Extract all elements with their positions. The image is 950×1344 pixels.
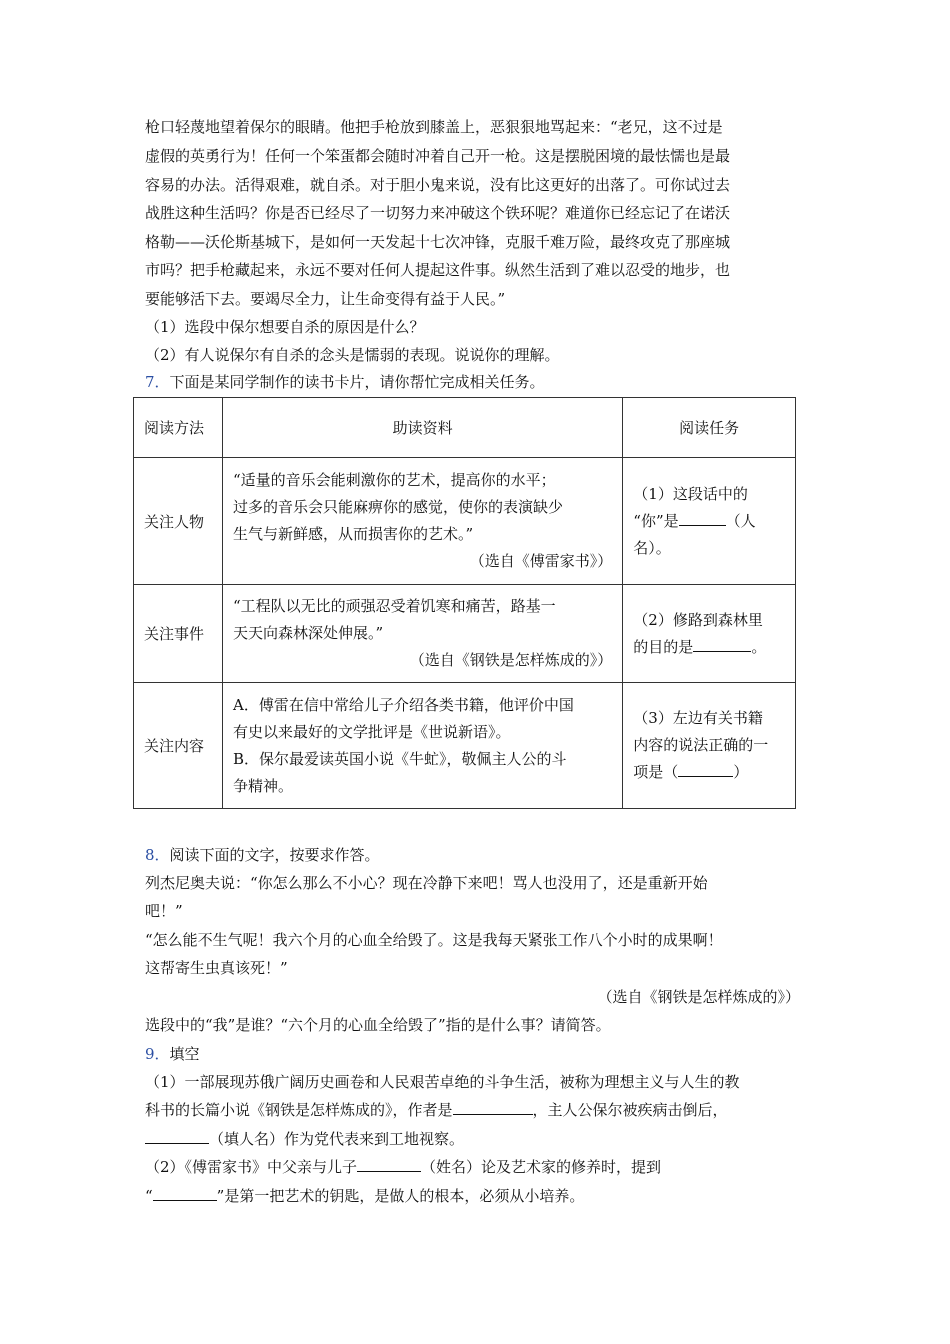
q7-text: 下面是某同学制作的读书卡片，请你帮忙完成相关任务。 xyxy=(169,373,545,391)
task-text: 的目的是 xyxy=(633,637,694,656)
q6-subquestion-2: （2）有人说保尔有自杀的念头是懦弱的表现。说说你的理解。 xyxy=(145,346,560,364)
q8-text: 阅读下面的文字，按要求作答。 xyxy=(169,846,380,864)
answer-blank[interactable] xyxy=(145,1129,209,1144)
q8-source: （选自《钢铁是怎样炼成的》） xyxy=(597,988,800,1006)
q9-text: ，主人公保尔被疾病击倒后， xyxy=(532,1101,728,1119)
reading-card-table xyxy=(133,397,796,809)
q9-line xyxy=(145,1100,728,1120)
answer-blank[interactable] xyxy=(693,637,751,652)
passage-line: 格勒——沃伦斯基城下，是如何一天发起十七次冲锋，克服千难万险，最终攻克了那座城 xyxy=(145,233,731,251)
q9-number: 9． xyxy=(145,1045,170,1063)
q9-line: （1）一部展现苏俄广阔历史画卷和人民艰苦卓绝的斗争生活，被称为理想主义与人生的教 xyxy=(145,1073,740,1091)
answer-blank[interactable] xyxy=(153,1186,217,1201)
q6-subquestion-1: （1）选段中保尔想要自杀的原因是什么？ xyxy=(145,318,425,336)
q9-text: （姓名）论及艺术家的修养时，提到 xyxy=(421,1158,662,1176)
task-text: “你”是 xyxy=(633,511,679,530)
q8-line: 吧！” xyxy=(145,902,183,920)
table-row xyxy=(134,585,796,683)
task-text: 项是（ xyxy=(633,763,679,781)
q8-question: 选段中的“我”是谁？“六个月的心血全给毁了”指的是什么事？请简答。 xyxy=(145,1016,611,1034)
q8-number: 8． xyxy=(145,846,170,864)
passage-line: 枪口轻蔑地望着保尔的眼睛。他把手枪放到膝盖上，恶狠狠地骂起来：“老兄，这不过是 xyxy=(145,118,723,136)
task-line: （1）这段话中的 xyxy=(633,484,748,503)
q9-text: （2）《傅雷家书》中父亲与儿子 xyxy=(145,1158,358,1176)
q9-text: “ xyxy=(145,1187,153,1205)
q8-heading xyxy=(145,845,380,865)
material-line: 天天向森林深处伸展。” xyxy=(233,624,384,642)
q9-line xyxy=(145,1157,661,1177)
material-line: 生气与新鲜感，从而损害你的艺术。” xyxy=(233,525,474,543)
material-source: （选自《傅雷家书》） xyxy=(469,552,613,570)
task-line: （2）修路到森林里 xyxy=(633,610,763,629)
passage-line: 虚假的英勇行为！任何一个笨蛋都会随时冲着自己开一枪。这是摆脱困境的最怯懦也是最 xyxy=(145,147,731,165)
material-line: “适量的音乐会能刺激你的艺术，提高你的水平； xyxy=(233,471,556,489)
material-source: （选自《钢铁是怎样炼成的》） xyxy=(409,651,613,669)
material-line: B．保尔最爱读英国小说《牛虻》，敬佩主人公的斗 xyxy=(233,749,567,768)
header-method: 阅读方法 xyxy=(134,398,223,458)
task-line xyxy=(633,759,785,786)
task-line xyxy=(633,634,785,661)
task-line: 名）。 xyxy=(633,538,671,557)
task-text: ） xyxy=(733,763,749,781)
material-line: 有史以来最好的文学批评是《世说新语》。 xyxy=(233,722,511,741)
row-method: 关注事件 xyxy=(134,585,223,683)
q9-line xyxy=(145,1186,584,1206)
q9-text: 科书的长篇小说《钢铁是怎样炼成的》，作者是 xyxy=(145,1101,453,1119)
material-line: A．傅雷在信中常给儿子介绍各类书籍，他评价中国 xyxy=(233,695,574,714)
row-task xyxy=(623,585,796,683)
row-method: 关注内容 xyxy=(134,683,223,809)
answer-blank[interactable] xyxy=(678,762,733,777)
passage-line: 容易的办法。活得艰难，就自杀。对于胆小鬼来说，没有比这更好的出落了。可你试过去 xyxy=(145,176,731,194)
header-task: 阅读任务 xyxy=(623,398,796,458)
q9-text: （填人名）作为党代表来到工地视察。 xyxy=(209,1130,465,1148)
q9-text: ”是第一把艺术的钥匙，是做人的根本，必须从小培养。 xyxy=(216,1187,585,1205)
q8-line: 列杰尼奥夫说：“你怎么那么不小心？现在冷静下来吧！骂人也没用了，还是重新开始 xyxy=(145,874,708,892)
answer-blank[interactable] xyxy=(453,1100,533,1115)
q9-line xyxy=(145,1129,464,1149)
q9-text: 填空 xyxy=(169,1045,200,1063)
passage-line: 市吗？把手枪藏起来，永远不要对任何人提起这件事。纵然生活到了难以忍受的地步，也 xyxy=(145,261,731,279)
task-text: 。 xyxy=(751,637,767,656)
header-material: 助读资料 xyxy=(223,398,623,458)
answer-blank[interactable] xyxy=(679,511,726,526)
task-line xyxy=(633,508,785,535)
row-material xyxy=(223,683,623,809)
q9-heading xyxy=(145,1044,200,1064)
q7-heading xyxy=(145,372,545,392)
row-material xyxy=(223,585,623,683)
passage-line: 战胜这种生活吗？你是否已经尽了一切努力来冲破这个铁环呢？难道你已经忘记了在诺沃 xyxy=(145,204,731,222)
material-line: 过多的音乐会只能麻痹你的感觉，使你的表演缺少 xyxy=(233,498,564,516)
passage-line: 要能够活下去。要竭尽全力，让生命变得有益于人民。” xyxy=(145,290,506,308)
row-material xyxy=(223,458,623,585)
task-text: （人 xyxy=(725,511,756,530)
q7-number: 7． xyxy=(145,373,170,391)
task-line: 内容的说法正确的一 xyxy=(633,736,769,754)
table-row xyxy=(134,683,796,809)
task-line: （3）左边有关书籍 xyxy=(633,709,763,727)
q8-line: 这帮寄生虫真该死！” xyxy=(145,959,288,977)
q8-line: “怎么能不生气呢！我六个月的心血全给毁了。这是我每天紧张工作八个小时的成果啊！ xyxy=(145,931,723,949)
table-header-row xyxy=(134,398,796,458)
table-row xyxy=(134,458,796,585)
row-task xyxy=(623,458,796,585)
answer-blank[interactable] xyxy=(357,1157,421,1172)
material-line: “工程队以无比的顽强忍受着饥寒和痛苦，路基一 xyxy=(233,597,556,615)
material-line: 争精神。 xyxy=(233,776,294,795)
row-task xyxy=(623,683,796,809)
row-method: 关注人物 xyxy=(134,458,223,585)
